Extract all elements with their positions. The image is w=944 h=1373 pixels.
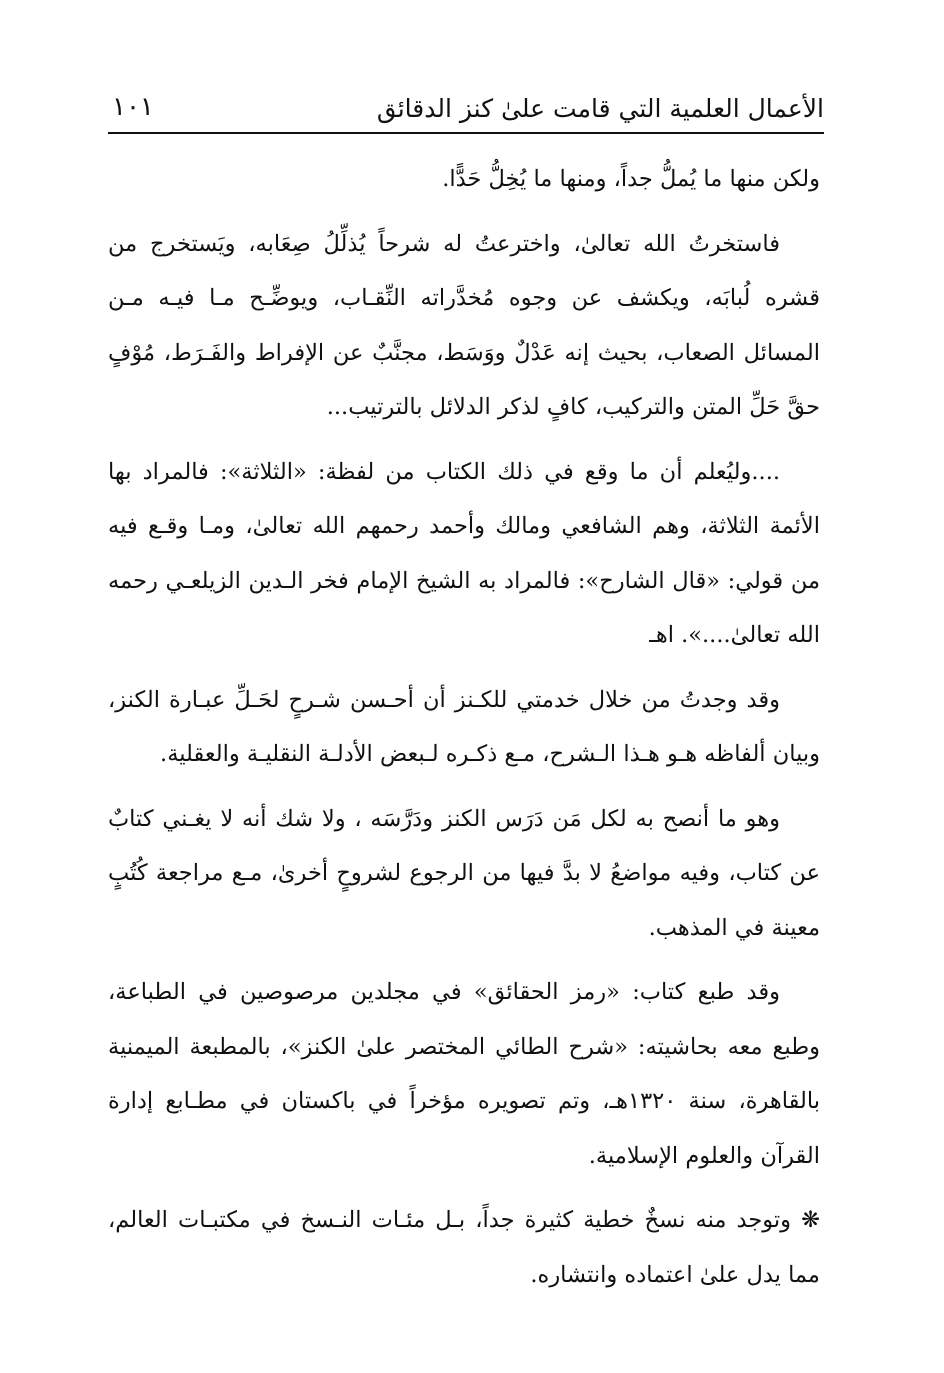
- paragraph-4: وقد وجدتُ من خلال خدمتي للكـنز أن أحـسن شـرحٍ لحَـلِّ عبـارة الكنز، وبيان ألفاظه هـو هـذا الـشرح، مـع ذكـره لـبعض الأدلـة النقليـة والعقلية.: [108, 686, 820, 767]
- page-number: ١٠١: [112, 92, 154, 122]
- paragraph-2: فاستخرتُ الله تعالىٰ، واخترعتُ له شرحاً يُذلِّلُ صِعَابه، ويَستخرج من قشره لُبابَه، ويكشف عن وجوه مُخدَّراته النِّقـاب، ويوضِّـح مـا فيـه مـن المسائل الصعاب، بحيث إنه عَدْلٌ ووَسَط، مجنَّبٌ عن الإفراط والفَـرَط، مُوْفٍ حقَّ حَلِّ المتن والتركيب، كافٍ لذكر الدلائل بالترتيب...: [108, 230, 821, 420]
- paragraph-6: وقد طبع كتاب: «رمز الحقائق» في مجلدين مرصوصين في الطباعة، وطبع معه بحاشيته: «شرح الطائي المختصر علىٰ الكنز»، بالمطبعة الميمنية بالقاهرة، سنة ١٣٢٠هـ، وتم تصويره مؤخراً في باكستان في مطـابع إدارة القرآن والعلوم الإسلامية.: [108, 979, 820, 1169]
- paragraph-7: ❋ وتوجد منه نسخٌ خطية كثيرة جداً، بـل مئـات النـسخ في مكتبـات العالم، مما يدل علىٰ اعتماده وانتشاره.: [108, 1207, 820, 1288]
- page-header: [108, 88, 824, 132]
- header-rule: [108, 132, 824, 134]
- paragraph-5: وهو ما أنصح به لكل مَن دَرَس الكنز ودَرَّسَه ، ولا شك أنه لا يغـني كتابٌ عن كتاب، وفيه مواضعُ لا بدَّ فيها من الرجوع لشروحٍ أخرىٰ، مـع مراجعة كُتُبٍ معينة في المذهب.: [108, 805, 820, 941]
- paragraph-1: ولكن منها ما يُملُّ جداً، ومنها ما يُخِلُّ حَدًّا.: [442, 166, 820, 192]
- running-title: الأعمال العلمية التي قامت علىٰ كنز الدقائق: [376, 94, 824, 123]
- paragraph-3: ....وليُعلم أن ما وقع في ذلك الكتاب من لفظة: «الثلاثة»: فالمراد بها الأئمة الثلاثة، وهم الشافعي ومالك وأحمد رحمهم الله تعالىٰ، ومـا وقـع فيه من قولي: «قال الشارح»: فالمراد به الشيخ الإمام فخر الـدين الزيلعـي رحمه الله تعالىٰ....». اهـ: [108, 458, 820, 648]
- page-body: [108, 152, 820, 1312]
